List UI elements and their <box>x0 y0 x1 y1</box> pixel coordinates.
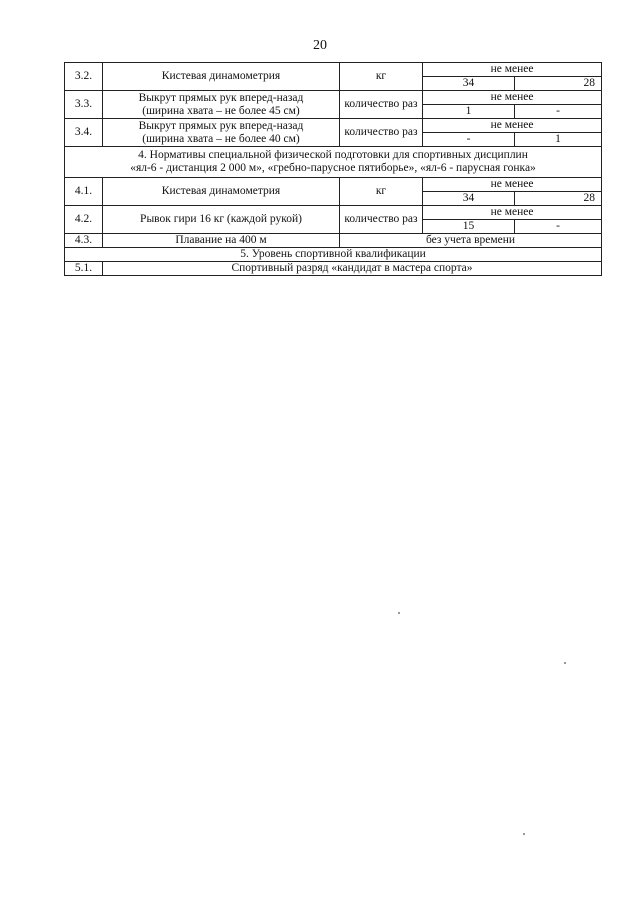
norm-value: без учета времени <box>340 234 602 248</box>
exercise-name: Кистевая динамометрия <box>103 63 340 91</box>
standards-table <box>64 62 602 276</box>
row-number: 3.2. <box>65 63 103 91</box>
row-number: 4.1. <box>65 178 103 206</box>
norm-value-1: 15 <box>423 220 515 234</box>
qualification-value: Спортивный разряд «кандидат в мастера спорта» <box>103 262 602 276</box>
norm-header: не менее <box>423 178 602 192</box>
exercise-name-line2: (ширина хвата – не более 45 см) <box>142 104 300 117</box>
row-number: 4.3. <box>65 234 103 248</box>
exercise-name: Рывок гири 16 кг (каждой рукой) <box>103 206 340 234</box>
norm-value-2: 28 <box>515 192 602 206</box>
section-heading-row <box>65 248 602 262</box>
norm-value-1: 1 <box>423 105 515 119</box>
table-row <box>65 91 602 105</box>
exercise-name <box>103 91 340 119</box>
section-4-line2: «ял-6 - дистанция 2 000 м», «гребно-парусное пятиборье», «ял-6 - парусная гонка» <box>130 162 536 174</box>
norm-header: не менее <box>423 91 602 105</box>
exercise-name-line2: (ширина хвата – не более 40 см) <box>142 132 300 145</box>
exercise-name-line1: Выкрут прямых рук вперед-назад <box>138 91 304 104</box>
section-heading-row <box>65 147 602 178</box>
norm-value-2: - <box>515 105 602 119</box>
norm-value-2: 1 <box>515 133 602 147</box>
norm-header: не менее <box>423 119 602 133</box>
norm-value-1: 34 <box>423 192 515 206</box>
table-row <box>65 262 602 276</box>
exercise-name-line1: Выкрут прямых рук вперед-назад <box>138 119 304 132</box>
norm-header: не менее <box>423 206 602 220</box>
norm-value-2: - <box>515 220 602 234</box>
unit: количество раз <box>340 206 423 234</box>
table-row <box>65 234 602 248</box>
norm-header: не менее <box>423 63 602 77</box>
norm-value-1: - <box>423 133 515 147</box>
norm-value-2: 28 <box>515 77 602 91</box>
table-row <box>65 63 602 77</box>
unit: количество раз <box>340 91 423 119</box>
table-row <box>65 119 602 133</box>
section-5-heading: 5. Уровень спортивной квалификации <box>65 248 602 262</box>
section-4-line1: 4. Нормативы специальной физической подготовки для спортивных дисциплин <box>138 149 528 161</box>
exercise-name: Плавание на 400 м <box>103 234 340 248</box>
exercise-name <box>103 119 340 147</box>
row-number: 4.2. <box>65 206 103 234</box>
page-number: 20 <box>313 38 327 53</box>
unit: кг <box>340 63 423 91</box>
scan-speck <box>523 833 525 835</box>
scan-speck <box>398 612 400 614</box>
section-4-heading <box>65 147 602 178</box>
table-row <box>65 206 602 220</box>
unit: количество раз <box>340 119 423 147</box>
exercise-name: Кистевая динамометрия <box>103 178 340 206</box>
unit: кг <box>340 178 423 206</box>
scan-speck <box>564 662 566 664</box>
norm-value-1: 34 <box>423 77 515 91</box>
row-number: 3.3. <box>65 91 103 119</box>
row-number: 3.4. <box>65 119 103 147</box>
table-row <box>65 178 602 192</box>
row-number: 5.1. <box>65 262 103 276</box>
